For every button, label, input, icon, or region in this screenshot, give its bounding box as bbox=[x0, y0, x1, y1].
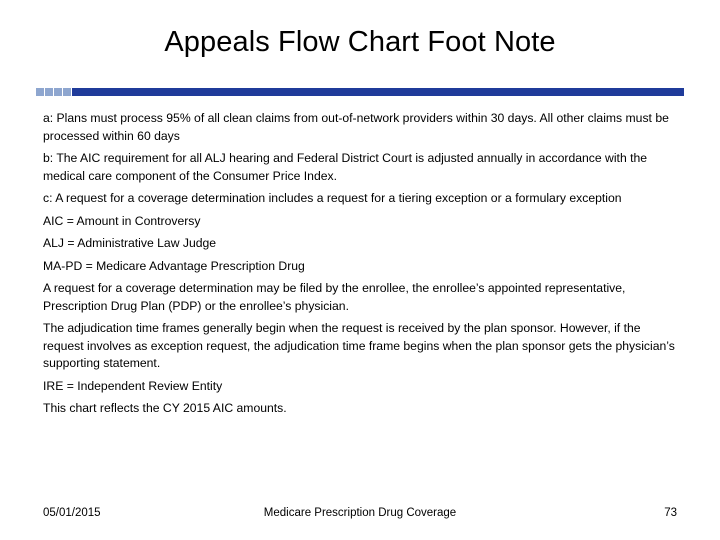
divider-squares bbox=[36, 88, 71, 96]
definition-ma-pd: MA-PD = Medicare Advantage Prescription Drug bbox=[43, 258, 305, 273]
footnote-b: b: The AIC requirement for all ALJ hearing and Federal District Court is adjusted annually in accordance with the medical care component of the Consumer Price Index. bbox=[43, 151, 648, 183]
note-cy-amounts: This chart reflects the CY 2015 AIC amounts. bbox=[43, 401, 287, 415]
slide-title: Appeals Flow Chart Foot Note bbox=[164, 26, 556, 58]
note-adjudication: The adjudication time frames generally begin when the request is received by the plan sponsor. However, if the request involves as exception request, the adjudication time frame begins when the plan sponsor gets the physician’s supporting statement. bbox=[43, 321, 675, 370]
footer-title: Medicare Prescription Drug Coverage bbox=[263, 507, 457, 519]
title-divider bbox=[36, 88, 684, 96]
divider-square bbox=[36, 88, 44, 96]
note-coverage-request: A request for a coverage determination may be filed by the enrollee, the enrollee’s appointed representative, Prescription Drug Plan (PDP) or the enrollee’s physician. bbox=[43, 281, 626, 313]
page-number: 73 bbox=[664, 507, 677, 519]
definition-alj: ALJ = Administrative Law Judge bbox=[43, 236, 217, 250]
slide-footer bbox=[0, 507, 720, 523]
definition-aic: AIC = Amount in Controversy bbox=[43, 213, 201, 228]
divider-bar bbox=[72, 88, 684, 96]
footnote-list bbox=[43, 110, 683, 423]
footnote-c: c: A request for a coverage determination includes a request for a tiering exception or a formulary exception bbox=[43, 191, 622, 205]
footer-date: 05/01/2015 bbox=[43, 507, 101, 519]
footnote-a: a: Plans must process 95% of all clean claims from out-of-network providers within 30 days. All other claims must be processed within 60 days bbox=[43, 111, 669, 143]
definition-ire: IRE = Independent Review Entity bbox=[43, 378, 223, 393]
divider-square bbox=[63, 88, 71, 96]
divider-square bbox=[54, 88, 62, 96]
divider-square bbox=[45, 88, 53, 96]
